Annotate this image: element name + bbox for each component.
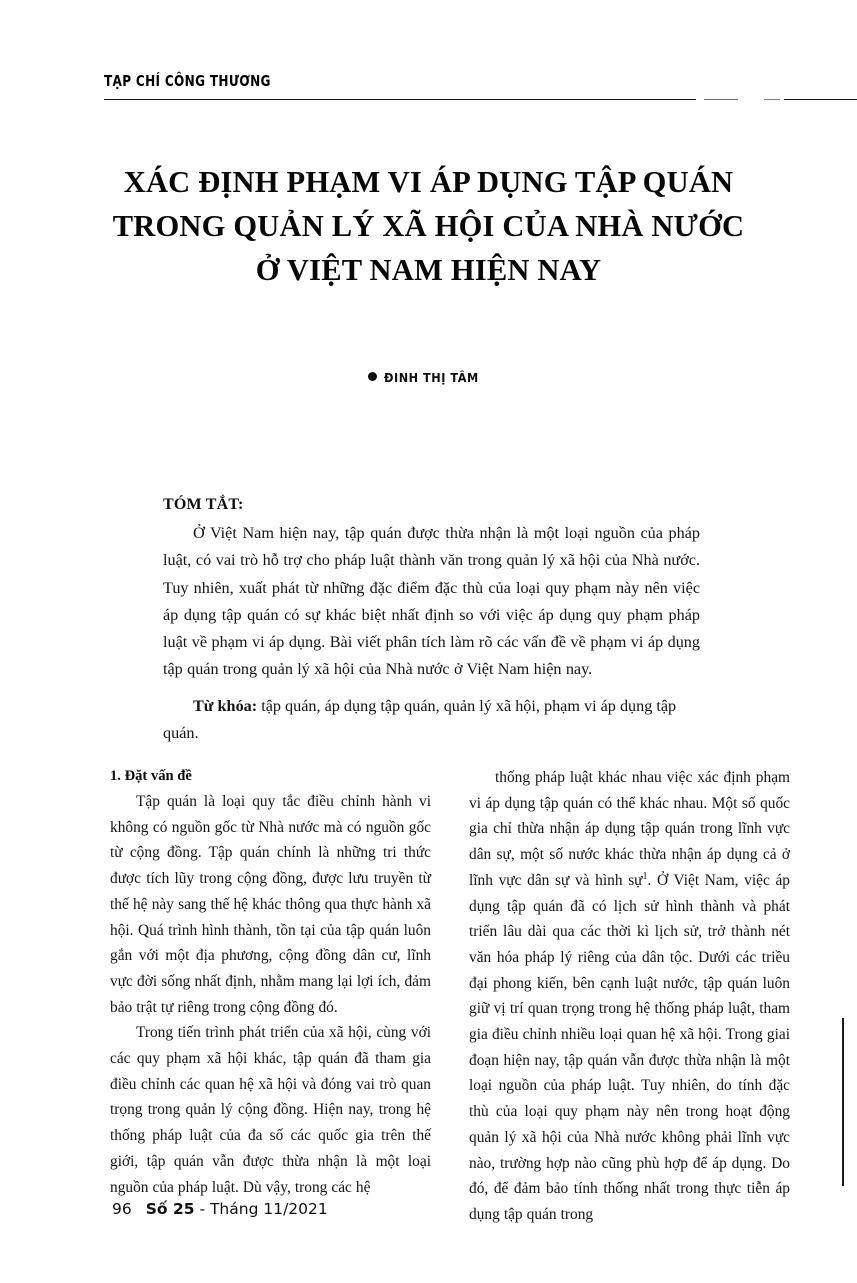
abstract-section — [163, 492, 700, 747]
right-column — [469, 765, 790, 1223]
left-column-paragraph-1: Tập quán là loại quy tắc điều chỉnh hành vi không có nguồn gốc từ Nhà nước mà có nguồn gốc từ cộng đồng. Tập quán chính là những tri thức được tích lũy trong cộng đồng, được lưu truyền từ thế hệ này sang thế hệ khác thông qua thực hành xã hội. Quá trình hình thành, tồn tại của tập quán luôn gắn với một địa phương, cộng đồng dân cư, lĩnh vực đời sống nhất định, nhằm mang lại lợi ích, đảm bảo trật tự riêng trong cộng đồng đó. — [110, 793, 431, 1016]
journal-name: TẠP CHÍ CÔNG THƯƠNG — [104, 72, 271, 90]
left-column-paragraph-2: Trong tiến trình phát triển của xã hội, cùng với các quy phạm xã hội khác, tập quán đã tham gia điều chỉnh các quan hệ xã hội và đóng vai trò quan trọng trong quản lý cộng đồng. Hiện nay, trong hệ thống pháp luật của đa số các quốc gia trên thế giới, tập quán vẫn được thừa nhận là một loại nguồn của pháp luật. Dù vậy, trong các hệ — [110, 1024, 431, 1196]
keywords-value: tập quán, áp dụng tập quán, quản lý xã hội, phạm vi áp dụng tập quán. — [163, 696, 677, 742]
section-heading-1: 1. Đặt vấn đề — [110, 768, 192, 784]
title-line-2: TRONG QUẢN LÝ XÃ HỘI CỦA NHÀ NƯỚC — [112, 209, 745, 243]
title-line-1: XÁC ĐỊNH PHẠM VI ÁP DỤNG TẬP QUÁN — [123, 165, 734, 199]
masthead-rule-right — [784, 99, 857, 100]
issue-date: - Tháng 11/2021 — [194, 1200, 328, 1218]
masthead-rule-dash-left — [704, 99, 738, 100]
masthead-rule-left — [104, 99, 696, 100]
right-column-text-part-2: . Ở Việt Nam, việc áp dụng tập quán đã có lịch sử hình thành và phát triển lâu dài qua các thời kì lịch sử, trở thành nét văn hóa pháp lý riêng của dân tộc. Dưới các triều đại phong kiến, bên cạnh luật nước, tập quán luôn giữ vị trí quan trọng trong hệ thống pháp luật, tham gia điều chỉnh nhiều loại quan hệ xã hội. Trong giai đoạn hiện nay, tập quán vẫn được thừa nhận là một loại nguồn của pháp luật. Tuy nhiên, do tính đặc thù của loại quy phạm này nên trong hoạt động quản lý xã hội của Nhà nước không phải lĩnh vực nào, trường hợp nào cũng phù hợp để áp dụng. Do đó, để đảm bảo tính thống nhất trong thực tiễn áp dụng tập quán trong — [469, 871, 790, 1223]
footnote-reference: 1 — [642, 870, 648, 882]
bullet-icon — [368, 372, 377, 381]
article-title — [60, 160, 797, 292]
author-name: ĐINH THỊ TÂM — [383, 370, 479, 385]
masthead-rule-dash-right — [764, 99, 780, 100]
page-footer — [112, 1200, 328, 1218]
author-byline — [60, 370, 797, 385]
right-column-text-part-1: thống pháp luật khác nhau việc xác định phạm vi áp dụng tập quán có thể khác nhau. Một số quốc gia chỉ thừa nhận áp dụng tập quán trong lĩnh vực dân sự, một số nước khác thừa nhận áp dụng cả ở lĩnh vực dân sự và hình sự — [469, 769, 790, 889]
page-edge-line — [842, 1018, 844, 1186]
abstract-heading: TÓM TẮT: — [163, 496, 244, 513]
abstract-body: Ở Việt Nam hiện nay, tập quán được thừa nhận là một loại nguồn của pháp luật, có vai trò hỗ trợ cho pháp luật thành văn trong quản lý xã hội của Nhà nước. Tuy nhiên, xuất phát từ những đặc điểm đặc thù của loại quy phạm này nên việc áp dụng tập quán có sự khác biệt nhất định so với việc áp dụng quy phạm pháp luật về phạm vi áp dụng. Bài viết phân tích làm rõ các vấn đề về phạm vi áp dụng tập quán trong quản lý xã hội của Nhà nước ở Việt Nam hiện nay. — [163, 524, 700, 679]
title-line-3: Ở VIỆT NAM HIỆN NAY — [255, 253, 602, 287]
left-column — [110, 765, 431, 1196]
masthead — [104, 72, 804, 90]
right-column-paragraph-1 — [469, 765, 790, 1228]
keywords-label: Từ khóa: — [193, 696, 258, 715]
keywords-line — [163, 693, 700, 747]
issue-label: Số 25 — [145, 1200, 195, 1218]
page-number: 96 — [112, 1200, 132, 1218]
